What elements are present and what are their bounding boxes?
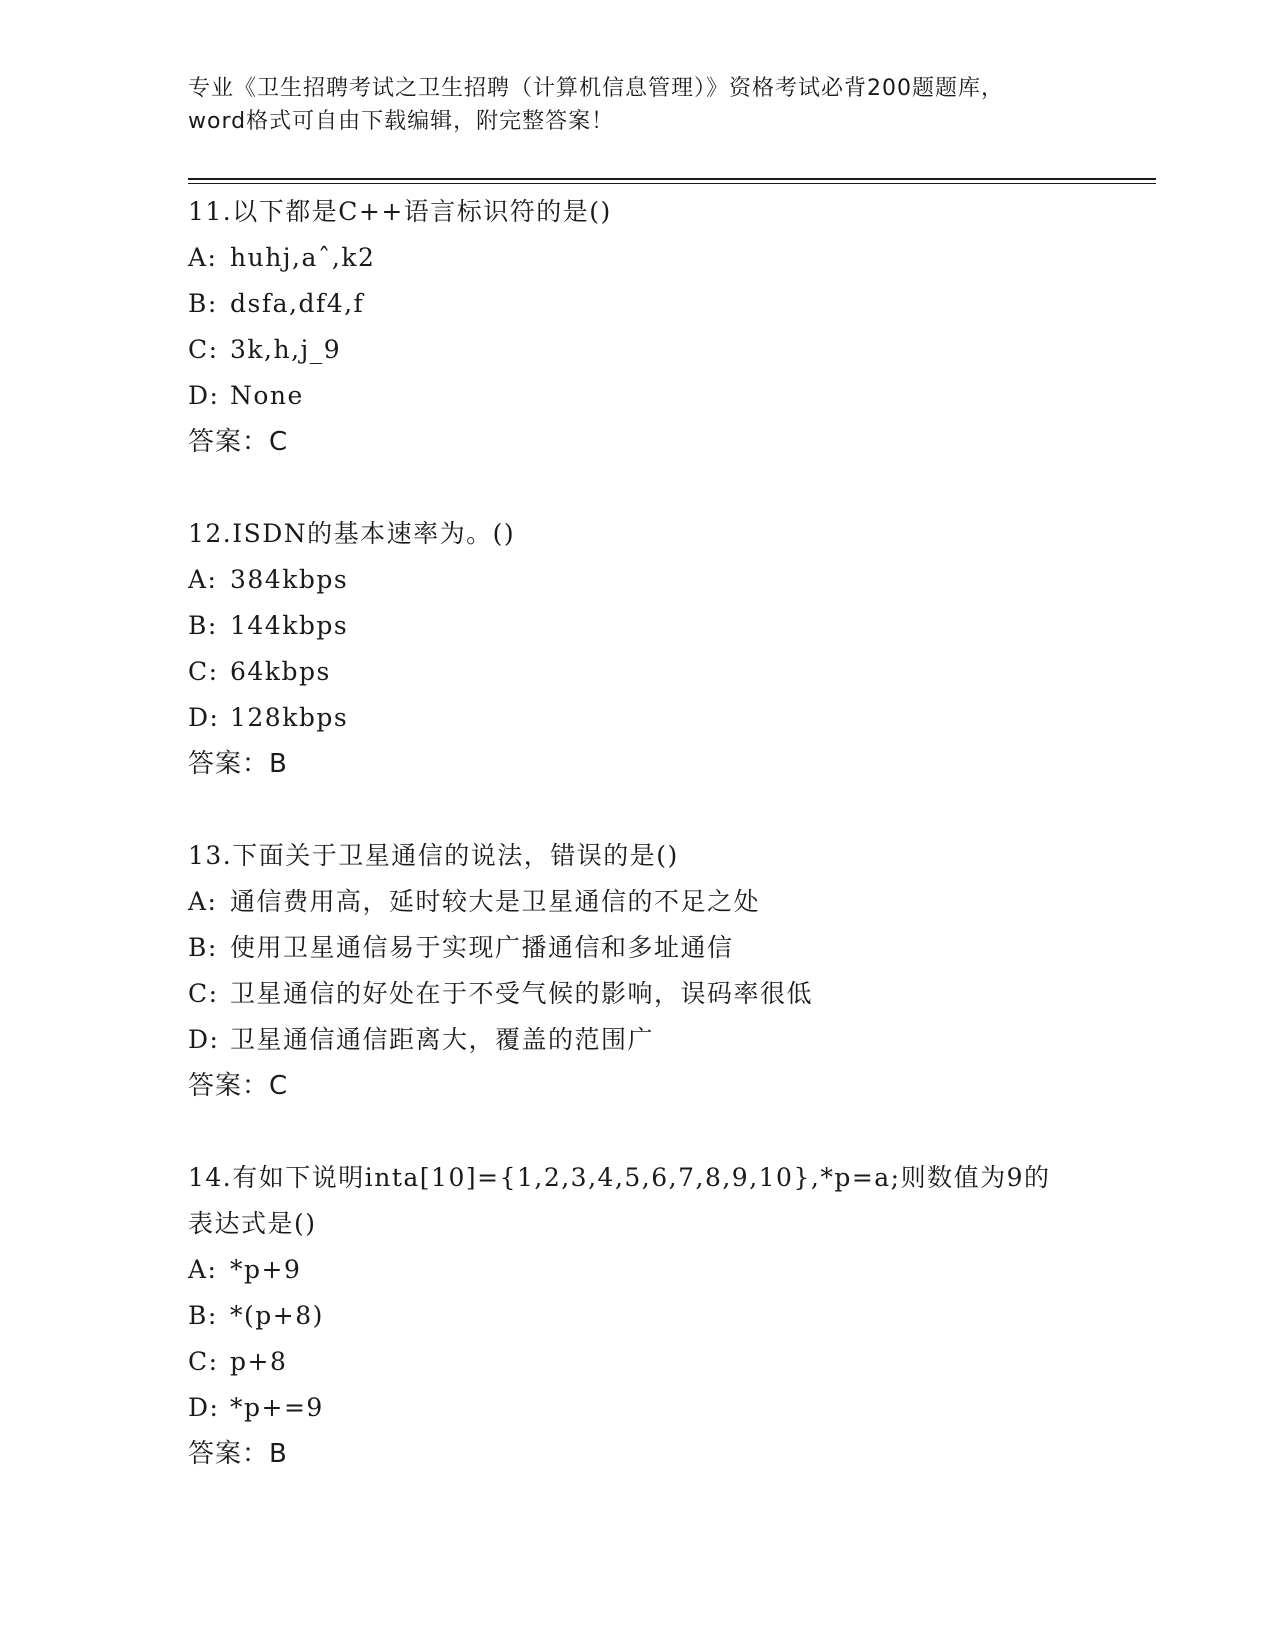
answer-label: 答案：C xyxy=(188,427,289,457)
option-letter: C: xyxy=(188,1347,219,1376)
option-text: 卫星通信通信距离大，覆盖的范围广 xyxy=(230,1025,655,1054)
document-header xyxy=(188,72,1088,138)
option-letter: C: xyxy=(188,657,219,686)
option-letter: A: xyxy=(188,887,218,916)
option-letter: D: xyxy=(188,703,220,732)
header-divider-thin xyxy=(188,183,1156,184)
option-d xyxy=(188,1017,1088,1063)
option-text: *(p+8) xyxy=(230,1301,324,1330)
option-text: huhj,aˆ,k2 xyxy=(230,243,376,272)
option-a xyxy=(188,879,1088,925)
option-d xyxy=(188,1385,1088,1431)
option-letter: C: xyxy=(188,979,219,1008)
option-text: dsfa,df4,f xyxy=(230,289,365,318)
question-14 xyxy=(188,1155,1088,1477)
option-text: 128kbps xyxy=(230,703,349,732)
option-letter: B: xyxy=(188,1301,218,1330)
option-text: 3k,h,j_9 xyxy=(230,335,342,364)
option-letter: A: xyxy=(188,243,218,272)
option-a xyxy=(188,1247,1088,1293)
option-letter: A: xyxy=(188,565,218,594)
option-letter: B: xyxy=(188,933,218,962)
option-text: 384kbps xyxy=(230,565,349,594)
option-letter: D: xyxy=(188,381,220,410)
option-text: None xyxy=(230,381,304,410)
option-letter: C: xyxy=(188,335,219,364)
answer-label: 答案：B xyxy=(188,749,288,779)
question-12 xyxy=(188,511,1088,787)
question-stem: 13.下面关于卫星通信的说法，错误的是() xyxy=(188,841,679,870)
answer-label: 答案：C xyxy=(188,1071,289,1101)
option-text: 使用卫星通信易于实现广播通信和多址通信 xyxy=(230,933,734,962)
question-13 xyxy=(188,833,1088,1109)
header-line-1: 专业《卫生招聘考试之卫生招聘（计算机信息管理）》资格考试必背200题题库， xyxy=(188,76,1004,101)
header-line-2: word格式可自由下载编辑，附完整答案！ xyxy=(188,109,615,134)
option-letter: A: xyxy=(188,1255,218,1284)
answer-label: 答案：B xyxy=(188,1439,288,1469)
option-d xyxy=(188,373,1088,419)
option-text: p+8 xyxy=(230,1347,288,1376)
option-b xyxy=(188,603,1088,649)
option-letter: D: xyxy=(188,1393,220,1422)
option-text: 通信费用高，延时较大是卫星通信的不足之处 xyxy=(230,887,761,916)
question-stem: 14.有如下说明inta[10]={1,2,3,4,5,6,7,8,9,10},*p=a;则数值为9的表达式是() xyxy=(188,1163,1051,1238)
option-b xyxy=(188,1293,1088,1339)
option-text: *p+9 xyxy=(230,1255,302,1284)
option-b xyxy=(188,281,1088,327)
question-stem: 12.ISDN的基本速率为。() xyxy=(188,519,516,548)
question-11 xyxy=(188,189,1088,465)
option-d xyxy=(188,695,1088,741)
option-text: 卫星通信的好处在于不受气候的影响，误码率很低 xyxy=(230,979,814,1008)
question-stem: 11.以下都是C++语言标识符的是() xyxy=(188,197,612,226)
option-text: *p+=9 xyxy=(230,1393,324,1422)
option-c xyxy=(188,327,1088,373)
option-c xyxy=(188,649,1088,695)
option-text: 144kbps xyxy=(230,611,349,640)
option-a xyxy=(188,557,1088,603)
option-letter: B: xyxy=(188,289,218,318)
question-list xyxy=(188,189,1088,1523)
option-letter: B: xyxy=(188,611,218,640)
header-divider-thick xyxy=(188,178,1156,180)
option-c xyxy=(188,971,1088,1017)
option-c xyxy=(188,1339,1088,1385)
option-letter: D: xyxy=(188,1025,220,1054)
option-a xyxy=(188,235,1088,281)
option-text: 64kbps xyxy=(230,657,331,686)
option-b xyxy=(188,925,1088,971)
